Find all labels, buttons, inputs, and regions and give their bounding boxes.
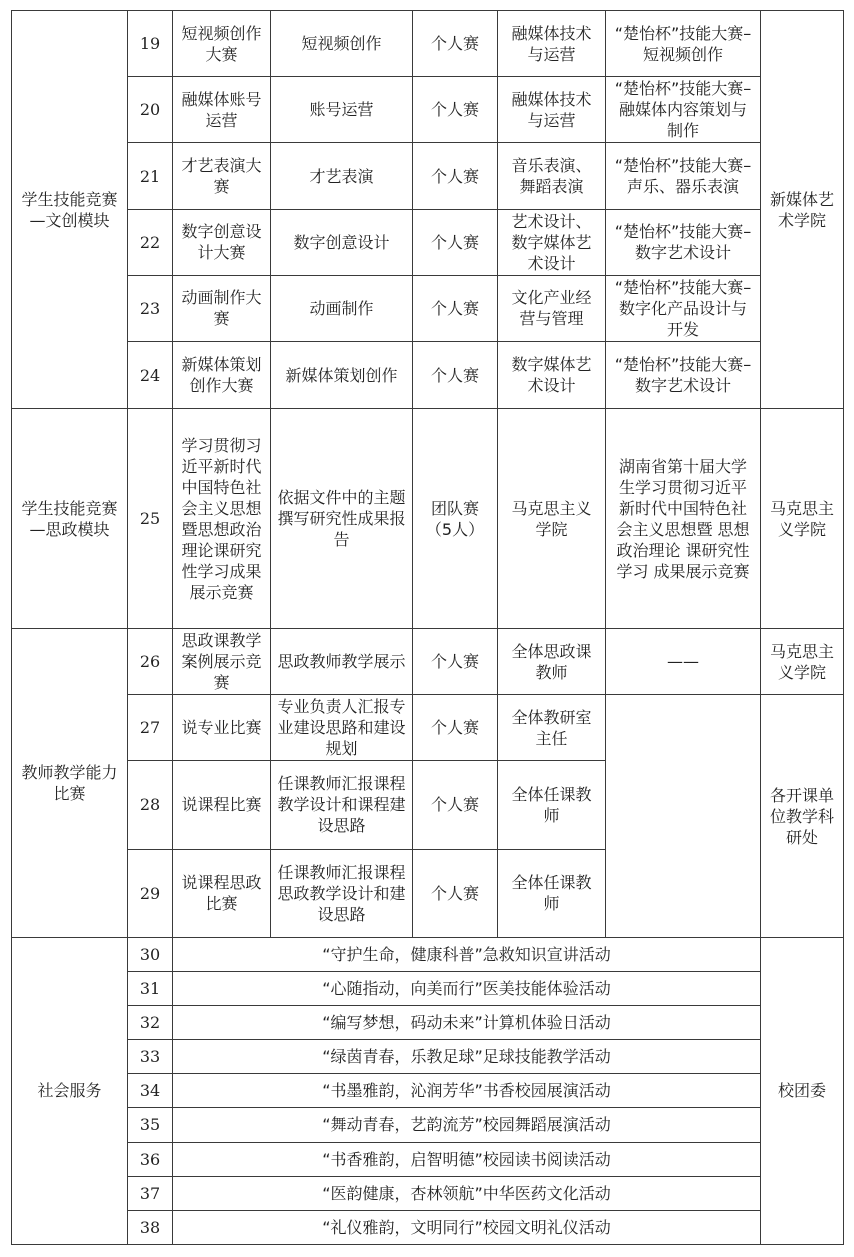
row-number: 22: [128, 209, 173, 275]
activity-title: “舞动青春，艺韵流芳”校园舞蹈展演活动: [173, 1108, 761, 1142]
row-number: 25: [128, 409, 173, 629]
competition-name: 新媒体策划创作大赛: [173, 342, 271, 409]
activity-title: “心随指动，向美而行”医美技能体验活动: [173, 972, 761, 1006]
competition-content: 账号运营: [271, 77, 413, 143]
linked-competition: “楚怡杯”技能大赛–数字艺术设计: [606, 209, 761, 275]
competition-form: 个人赛: [413, 11, 498, 77]
linked-competition: “楚怡杯”技能大赛–数字化产品设计与开发: [606, 275, 761, 341]
row-number: 32: [128, 1006, 173, 1040]
competition-form: 个人赛: [413, 849, 498, 937]
competition-content: 动画制作: [271, 275, 413, 341]
activity-title: “绿茵青春，乐教足球”足球技能教学活动: [173, 1040, 761, 1074]
competition-content: 专业负责人汇报专业建设思路和建设规划: [271, 695, 413, 761]
target-participants: 全体任课教师: [498, 849, 606, 937]
table-row: [12, 937, 844, 971]
group-cell: 教师教学能力比赛: [12, 628, 128, 937]
competition-form: 个人赛: [413, 761, 498, 849]
table-row: [12, 275, 844, 341]
row-number: 29: [128, 849, 173, 937]
organizer-cell: 新媒体艺术学院: [761, 11, 844, 409]
activity-title: “礼仪雅韵，文明同行”校园文明礼仪活动: [173, 1210, 761, 1244]
competition-name: 数字创意设计大赛: [173, 209, 271, 275]
activity-title: “守护生命，健康科普”急救知识宣讲活动: [173, 937, 761, 971]
row-number: 37: [128, 1176, 173, 1210]
competition-name: 才艺表演大赛: [173, 143, 271, 209]
table-row: [12, 1210, 844, 1244]
table-row: [12, 77, 844, 143]
competition-name: 思政课教学案例展示竞赛: [173, 628, 271, 694]
competition-form: 个人赛: [413, 342, 498, 409]
organizer-cell: 校团委: [761, 937, 844, 1244]
competition-content: 短视频创作: [271, 11, 413, 77]
group-cell: 学生技能竞赛—文创模块: [12, 11, 128, 409]
table-row: [12, 1108, 844, 1142]
linked-competition: “楚怡杯”技能大赛–声乐、器乐表演: [606, 143, 761, 209]
competition-content: 数字创意设计: [271, 209, 413, 275]
row-number: 20: [128, 77, 173, 143]
competition-form: 团队赛（5人）: [413, 409, 498, 629]
row-number: 30: [128, 937, 173, 971]
group-cell: 学生技能竞赛—思政模块: [12, 409, 128, 629]
competition-form: 个人赛: [413, 275, 498, 341]
target-participants: 文化产业经营与管理: [498, 275, 606, 341]
linked-competition: “楚怡杯”技能大赛–数字艺术设计: [606, 342, 761, 409]
table-row: [12, 1142, 844, 1176]
competition-content: 任课教师汇报课程思政教学设计和建设思路: [271, 849, 413, 937]
organizer-cell: 马克思主义学院: [761, 409, 844, 629]
activity-title: “编写梦想，码动未来”计算机体验日活动: [173, 1006, 761, 1040]
competition-name: 说课程思政比赛: [173, 849, 271, 937]
row-number: 34: [128, 1074, 173, 1108]
competition-form: 个人赛: [413, 143, 498, 209]
table-row: [12, 628, 844, 694]
target-participants: 艺术设计、数字媒体艺术设计: [498, 209, 606, 275]
table-row: [12, 342, 844, 409]
target-participants: 全体思政课教师: [498, 628, 606, 694]
competition-form: 个人赛: [413, 628, 498, 694]
row-number: 35: [128, 1108, 173, 1142]
row-number: 19: [128, 11, 173, 77]
linked-competition: “楚怡杯”技能大赛–融媒体内容策划与制作: [606, 77, 761, 143]
linked-competition: “楚怡杯”技能大赛–短视频创作: [606, 11, 761, 77]
competition-form: 个人赛: [413, 695, 498, 761]
table-row: [12, 972, 844, 1006]
competition-form: 个人赛: [413, 209, 498, 275]
table-row: [12, 1074, 844, 1108]
row-number: 21: [128, 143, 173, 209]
competition-content: 新媒体策划创作: [271, 342, 413, 409]
table-row: [12, 11, 844, 77]
organizer-cell: 各开课单位教学科研处: [761, 695, 844, 938]
target-participants: 全体任课教师: [498, 761, 606, 849]
table-row: [12, 1040, 844, 1074]
competition-name: 说课程比赛: [173, 761, 271, 849]
table-row: [12, 209, 844, 275]
target-participants: 马克思主义学院: [498, 409, 606, 629]
target-participants: 融媒体技术与运营: [498, 11, 606, 77]
table-row: [12, 1006, 844, 1040]
linked-competition: [606, 695, 761, 938]
target-participants: 全体教研室主任: [498, 695, 606, 761]
table-row: [12, 695, 844, 761]
row-number: 24: [128, 342, 173, 409]
competition-form: 个人赛: [413, 77, 498, 143]
row-number: 28: [128, 761, 173, 849]
competition-content: 任课教师汇报课程教学设计和课程建设思路: [271, 761, 413, 849]
activity-title: “书墨雅韵，沁润芳华”书香校园展演活动: [173, 1074, 761, 1108]
competition-name: 融媒体账号运营: [173, 77, 271, 143]
competition-name: 学习贯彻习近平新时代中国特色社会主义思想暨思想政治理论课研究性学习成果展示竞赛: [173, 409, 271, 629]
table-row: [12, 409, 844, 629]
row-number: 33: [128, 1040, 173, 1074]
activity-title: “医韵健康，杏林领航”中华医药文化活动: [173, 1176, 761, 1210]
row-number: 23: [128, 275, 173, 341]
competition-name: 说专业比赛: [173, 695, 271, 761]
group-cell: 社会服务: [12, 937, 128, 1244]
linked-competition: 湖南省第十届大学生学习贯彻习近平新时代中国特色社会主义思想暨 思想政治理论 课研究性学习 成果展示竞赛: [606, 409, 761, 629]
organizer-cell: 马克思主义学院: [761, 628, 844, 694]
row-number: 31: [128, 972, 173, 1006]
table-row: [12, 143, 844, 209]
competition-name: 短视频创作大赛: [173, 11, 271, 77]
row-number: 38: [128, 1210, 173, 1244]
competition-content: 才艺表演: [271, 143, 413, 209]
row-number: 36: [128, 1142, 173, 1176]
row-number: 27: [128, 695, 173, 761]
activity-title: “书香雅韵，启智明德”校园读书阅读活动: [173, 1142, 761, 1176]
row-number: 26: [128, 628, 173, 694]
competition-content: 思政教师教学展示: [271, 628, 413, 694]
target-participants: 数字媒体艺术设计: [498, 342, 606, 409]
linked-competition: ——: [606, 628, 761, 694]
target-participants: 融媒体技术与运营: [498, 77, 606, 143]
target-participants: 音乐表演、舞蹈表演: [498, 143, 606, 209]
competition-table: [11, 10, 844, 1245]
competition-content: 依据文件中的主题撰写研究性成果报告: [271, 409, 413, 629]
competition-name: 动画制作大赛: [173, 275, 271, 341]
table-row: [12, 1176, 844, 1210]
